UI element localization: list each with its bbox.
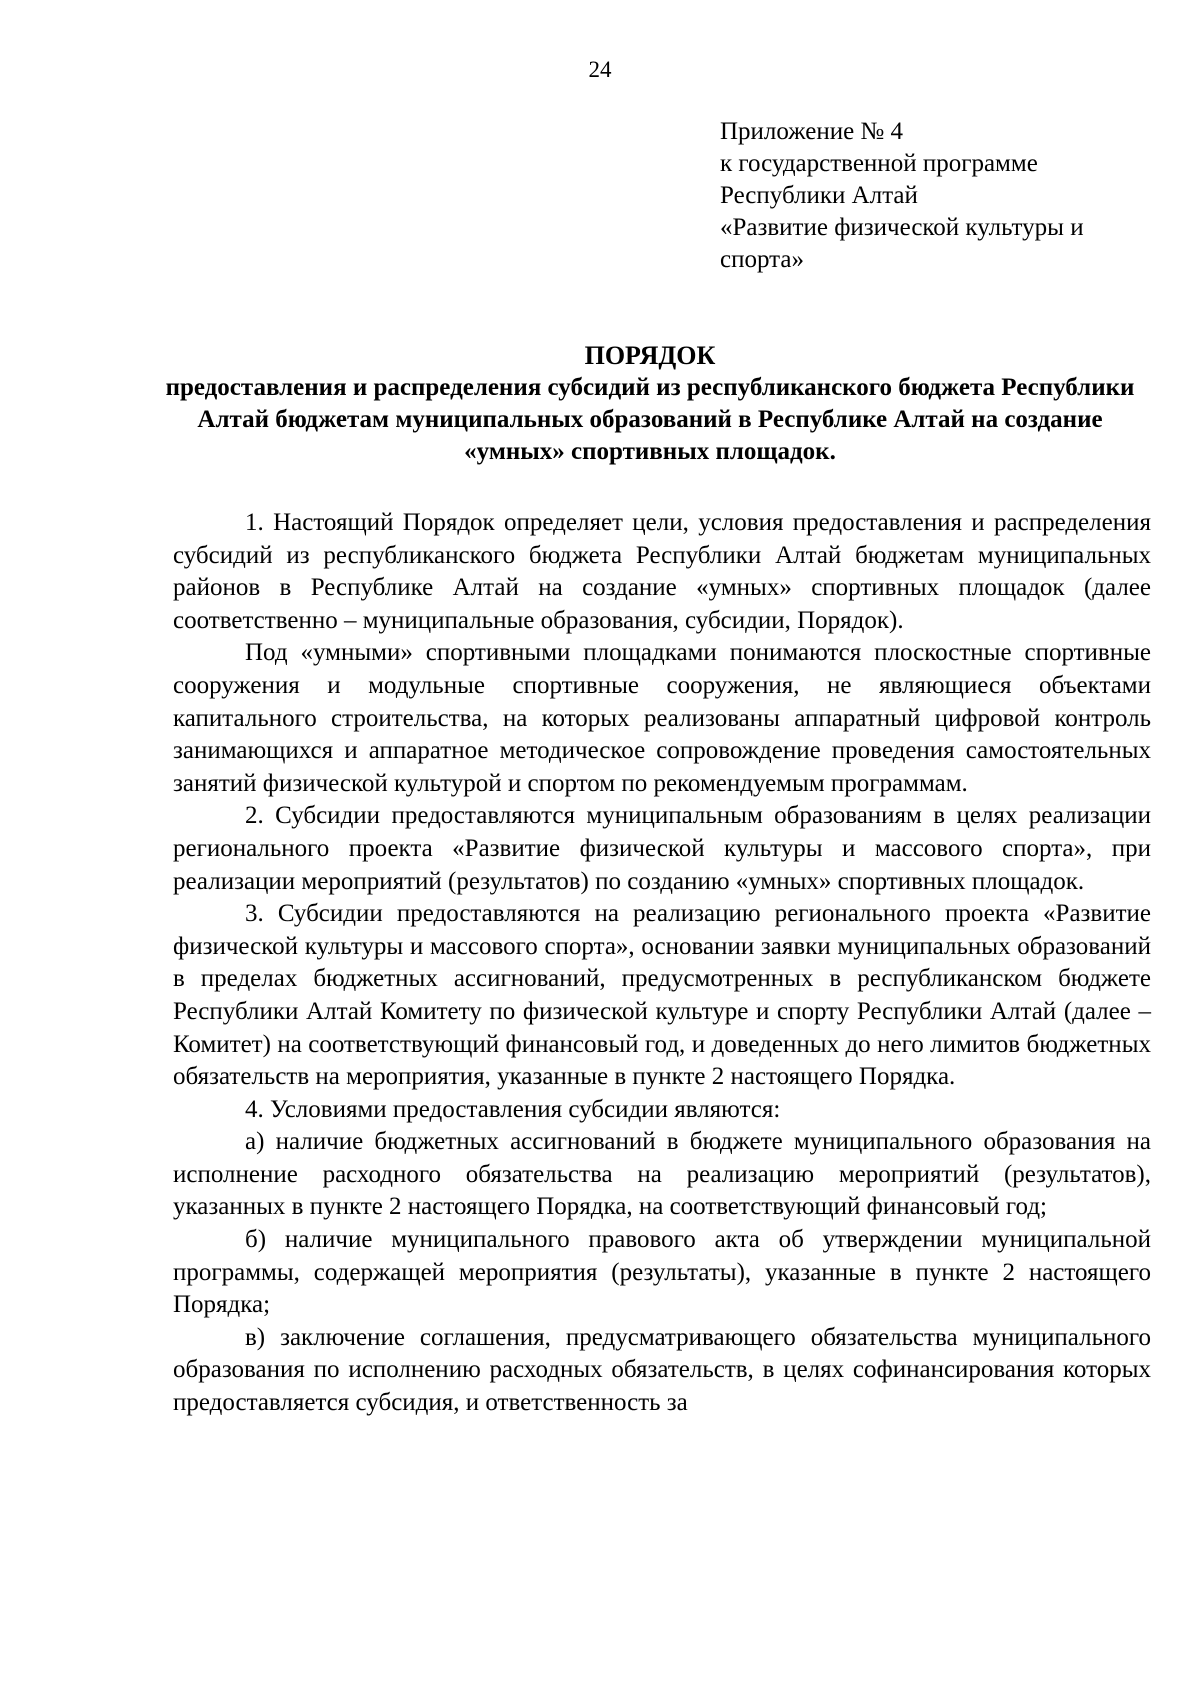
- paragraph-smart-grounds: Под «умными» спортивными площадками понимаются плоскостные спортивные сооружения и модульные спортивные сооружения, не являющиеся объектами капитального строительства, на которых реализованы аппаратный цифровой контроль занимающихся и аппаратное методическое сопровождение проведения самостоятельных занятий физической культурой и спортом по рекомендуемым программам.: [173, 639, 1151, 797]
- appendix-header: [720, 116, 1160, 276]
- page-number: 24: [588, 57, 612, 82]
- paragraph-3: 3. Субсидии предоставляются на реализацию регионального проекта «Развитие физической культуры и массового спорта», основании заявки муниципальных образований в пределах бюджетных ассигнований, предусмотренных в республиканском бюджете Республики Алтай Комитету по физической культуре и спорту Республики Алтай (далее – Комитет) на соответствующий финансовый год, и доведенных до него лимитов бюджетных обязательств на мероприятия, указанные в пункте 2 настоящего Порядка.: [173, 900, 1151, 1091]
- title-main: ПОРЯДОК: [584, 341, 716, 370]
- appendix-line: спорта»: [720, 246, 804, 273]
- document-body: [173, 507, 1151, 1420]
- appendix-line: Республики Алтай: [720, 182, 918, 209]
- paragraph-4a: а) наличие бюджетных ассигнований в бюджете муниципального образования на исполнение расходного обязательства на реализацию мероприятий (результатов), указанных в пункте 2 настоящего Порядка, на соответствующий финансовый год;: [173, 1128, 1151, 1221]
- appendix-line: к государственной программе: [720, 150, 1038, 177]
- paragraph-4: 4. Условиями предоставления субсидии являются:: [245, 1095, 781, 1123]
- title-subtitle: предоставления и распределения субсидий из республиканского бюджета Республики Алтай бюджетам муниципальных образований в Республике Алтай на создание «умных» спортивных площадок.: [165, 374, 1135, 465]
- appendix-line: «Развитие физической культуры и: [720, 214, 1084, 241]
- paragraph-4v: в) заключение соглашения, предусматривающего обязательства муниципального образования по исполнению расходных обязательств, в целях софинансирования которых предоставляется субсидия, и ответственность за: [173, 1323, 1151, 1417]
- paragraph-1: 1. Настоящий Порядок определяет цели, условия предоставления и распределения субсидий из республиканского бюджета Республики Алтай бюджетам муниципальных районов в Республике Алтай на создание «умных» спортивных площадок (далее соответственно – муниципальные образования, субсидии, Порядок).: [173, 509, 1151, 634]
- paragraph-2: 2. Субсидии предоставляются муниципальным образованиям в целях реализации регионального проекта «Развитие физической культуры и массового спорта», при реализации мероприятий (результатов) по созданию «умных» спортивных площадок.: [173, 802, 1151, 895]
- appendix-line: Приложение № 4: [720, 118, 904, 145]
- paragraph-4b: б) наличие муниципального правового акта об утверждении муниципальной программы, содержащей мероприятия (результаты), указанные в пункте 2 настоящего Порядка;: [173, 1226, 1151, 1319]
- document-title: [160, 340, 1140, 468]
